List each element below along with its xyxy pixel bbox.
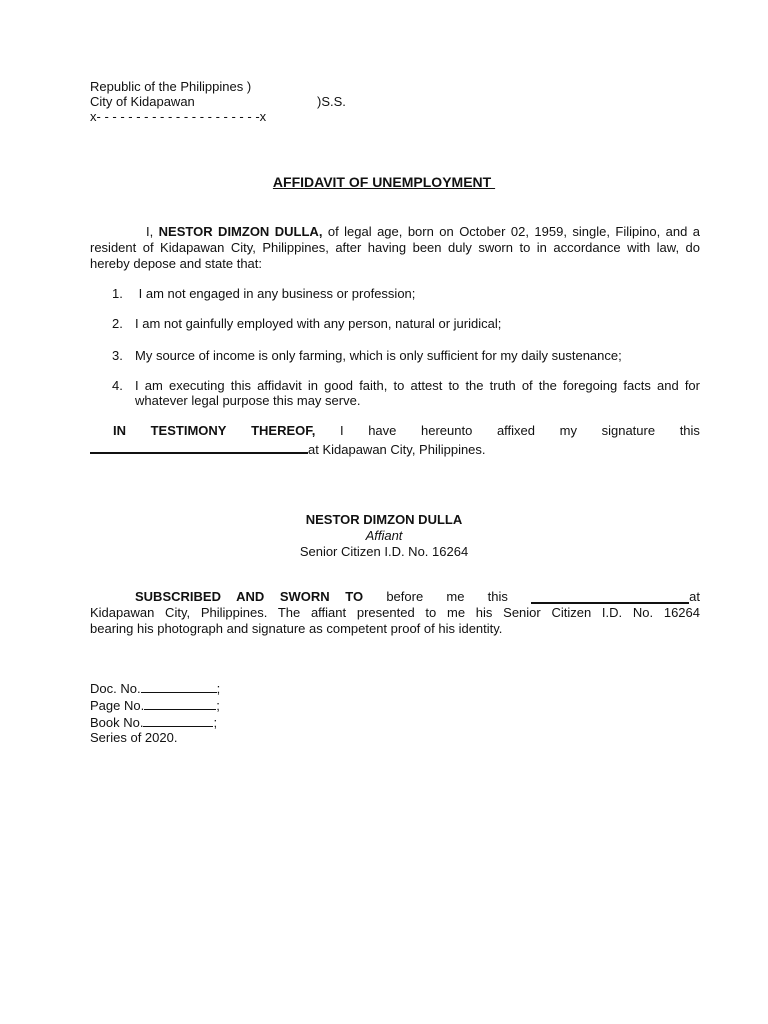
book-no-label: Book No. [90,715,144,730]
jurat-word: me [446,589,465,604]
affiant-id: Senior Citizen I.D. No. 16264 [299,544,469,559]
venue-country [90,79,346,94]
page-no-label: Page No. [90,698,145,713]
date-blank[interactable] [90,439,308,454]
venue-block [90,79,346,124]
list-item [90,348,700,363]
testimony-place: at Kidapawan City, Philippines. [308,442,486,457]
testimony-line-2 [90,439,700,458]
document-title: AFFIDAVIT OF UNEMPLOYMENT [272,174,496,190]
jurat-bold: SUBSCRIBED AND SWORN TO [135,589,364,604]
list-item-number: 3. [112,348,123,363]
doc-no-label: Doc. No. [90,681,141,696]
jurat-words [135,589,700,605]
intro-prefix: I, [146,224,159,239]
testimony-word: I [339,423,344,438]
list-item-text: My source of income is only farming, which is only sufficient for my daily sustenance; [135,348,622,363]
jurat-paragraph [90,589,700,637]
affiant-role: Affiant [365,528,403,543]
list-item-text: I am not engaged in any business or profession; [135,286,416,301]
testimony-word: THEREOF, [251,423,316,438]
doc-no-blank[interactable] [141,679,217,693]
intro-body: of legal age, born on October 02, 1959, single, Filipino, and a resident of Kidapawan City, Philippines, after having been duly sworn to in accordance with law, do hereby depose and state that: [90,224,700,271]
affiant-name: NESTOR DIMZON DULLA [305,512,463,527]
jurat-at: at [689,589,700,604]
list-item-text: I am not gainfully employed with any person, natural or juridical; [135,316,502,331]
list-item-text: I am executing this affidavit in good faith, to attest to the truth of the foregoing facts and for whatever legal purpose this may serve. [135,378,700,408]
list-item-number: 1. [112,286,123,301]
series-line: Series of 2020. [90,730,178,745]
testimony-word: this [679,423,700,438]
testimony-word: TESTIMONY [150,423,227,438]
jurat-line [90,589,700,605]
testimony-word: have [368,423,397,438]
testimony-word: signature [601,423,656,438]
doc-no-line [90,679,220,696]
jurat-word: this [487,589,508,604]
list-item [90,378,700,408]
affiant-name-inline: NESTOR DIMZON DULLA, [158,224,323,239]
book-no-line [90,713,220,730]
testimony-word: IN [113,423,126,438]
testimony-word: hereunto [421,423,473,438]
venue-divider [90,109,346,124]
venue-ss-mark: )S.S. [317,94,346,109]
testimony-line [90,423,700,439]
venue-country-text: Republic of the Philippines ) [90,79,252,94]
jurat-date-blank[interactable] [531,589,689,604]
jurat-blank-group [531,589,700,605]
jurat-line-3: bearing his photograph and signature as competent proof of his identity. [90,621,503,636]
intro-paragraph [90,224,700,272]
list-item [90,316,700,331]
venue-city-text: City of Kidapawan [90,94,195,109]
jurat-line-2: Kidapawan City, Philippines. The affiant presented to me his Senior Citizen I.D. No. 16264 [90,605,700,620]
list-item-number: 2. [112,316,123,331]
book-no-semicolon: ; [213,715,218,730]
testimony-paragraph [90,423,700,458]
page-no-line [90,696,220,713]
affiant-signature-block [0,512,768,560]
venue-city [90,94,346,109]
venue-divider-text: x- - - - - - - - - - - - - - - - - - - - -x [90,109,267,124]
page-no-semicolon: ; [216,698,220,713]
testimony-word: affixed [496,423,536,438]
book-no-blank[interactable] [143,713,213,727]
list-item-number: 4. [112,378,123,393]
jurat-word: before [386,589,424,604]
doc-no-semicolon: ; [216,681,221,696]
notarial-register [90,679,220,745]
testimony-word: my [559,423,577,438]
page-no-blank[interactable] [144,696,216,710]
list-item [90,286,700,301]
